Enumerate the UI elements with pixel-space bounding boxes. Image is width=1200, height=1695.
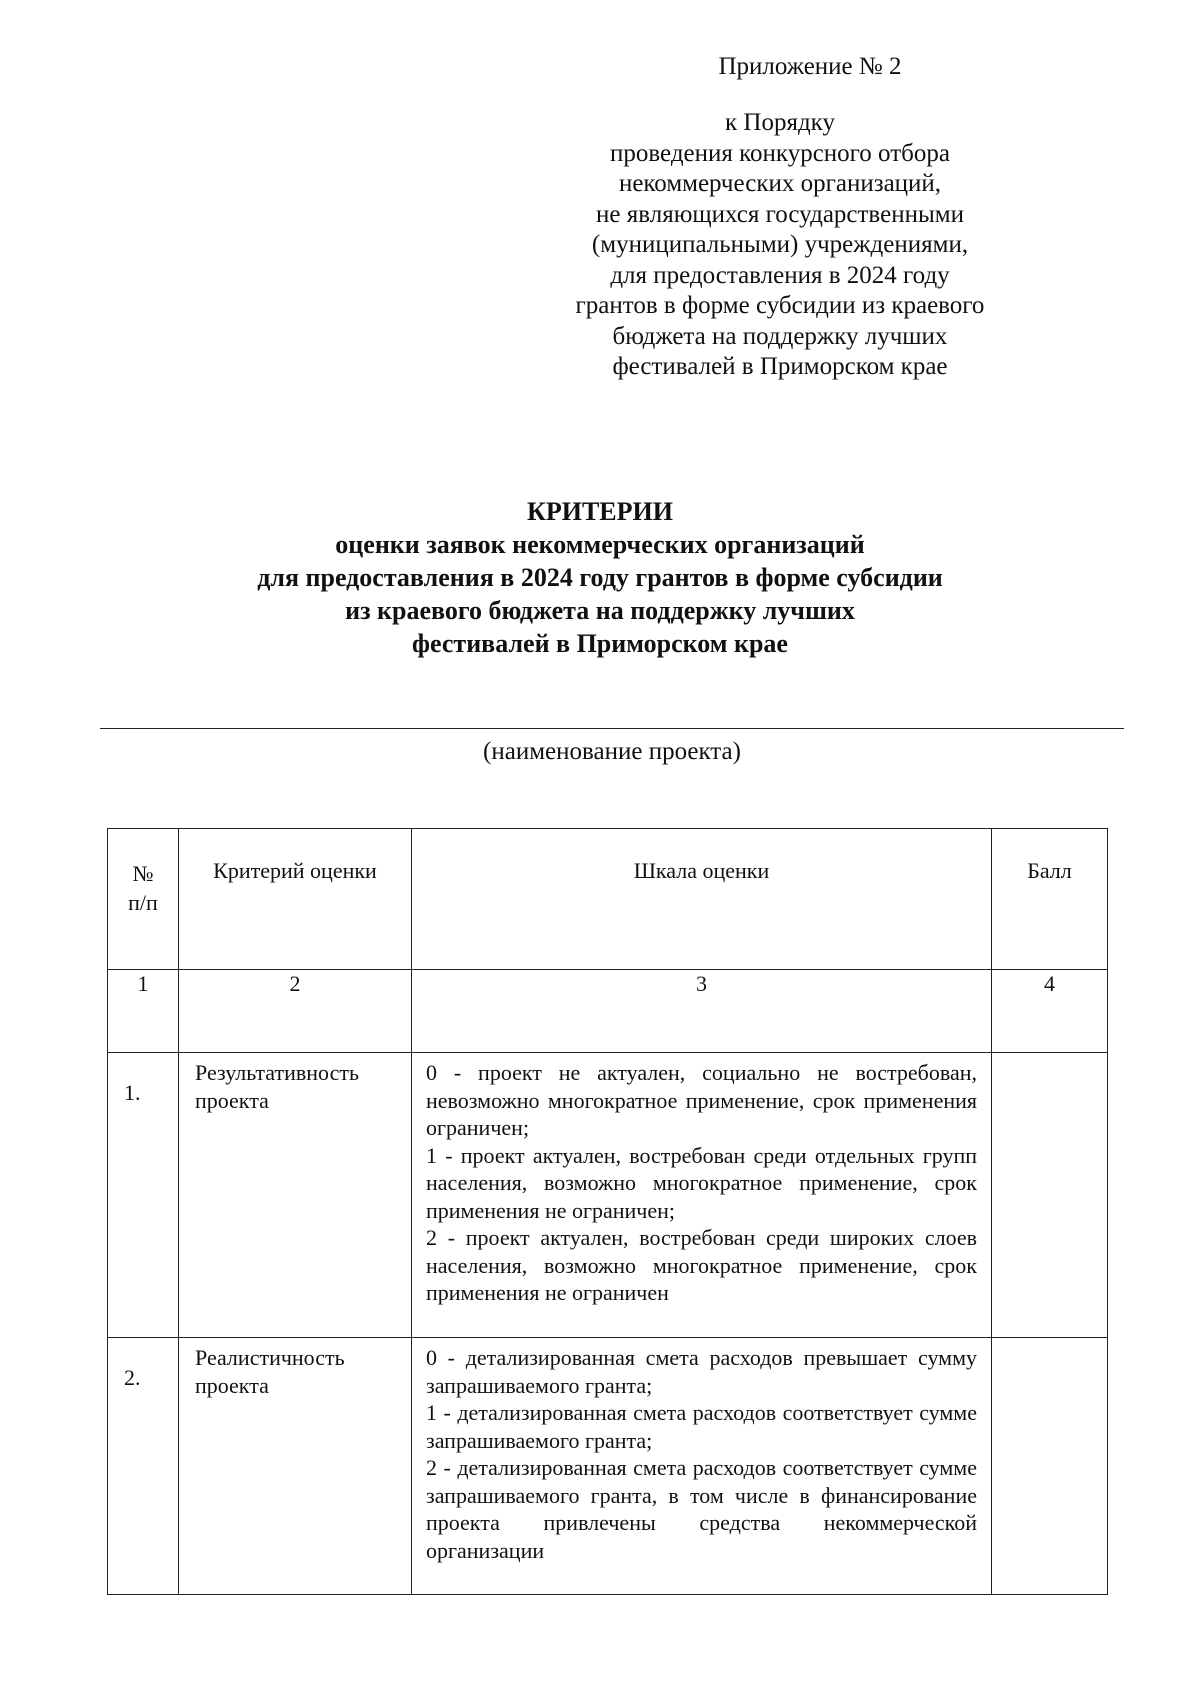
table-header-row [108,829,1108,970]
annex-subtitle-line: проведения конкурсного отбора [610,139,950,167]
row-score[interactable] [992,1053,1108,1338]
header-scale: Шкала оценки [412,829,992,970]
project-name-line [100,728,1124,729]
annex-subtitle-line: некоммерческих организаций, [618,170,942,197]
criteria-table [107,828,1108,1595]
annex-subtitle-line: к Порядку [725,109,835,136]
scale-item: 2 - детализированная смета расходов соответствует сумме запрашиваемого гранта, в том числе в финансирование проекта привлечены средства некоммерческой организации [426,1455,977,1563]
scale-item: 0 - детализированная смета расходов превышает сумму запрашиваемого гранта; [426,1345,977,1398]
document-heading [0,495,1200,660]
table-row [108,1338,1108,1595]
scale-item: 0 - проект не актуален, социально не востребован, невозможно многократное применение, срок применения ограничен; [426,1060,977,1140]
annex-subtitle-line: грантов в форме субсидии из краевого [575,292,985,319]
heading-line: фестивалей в Приморском крае [412,629,788,658]
row-criterion: Результативность проекта [179,1053,412,1338]
annex-title: Приложение № 2 [718,53,902,80]
row-number: 1. [108,1053,179,1338]
heading-line: из краевого бюджета на поддержку лучших [345,596,855,625]
project-name-caption: (наименование проекта) [483,738,741,765]
scale-item: 2 - проект актуален, востребован среди широких слоев населения, возможно многократное применение, срок применения не ограничен [426,1225,977,1305]
header-criterion: Критерий оценки [179,829,412,970]
annex-subtitle-line: фестивалей в Приморском крае [612,353,948,380]
row-number: 2. [108,1338,179,1595]
header-num [108,829,179,970]
row-scale [412,1053,992,1338]
annex-subtitle-line: для предоставления в 2024 году [610,261,950,289]
annex-subtitle-line: (муниципальными) учреждениями, [591,231,969,258]
column-index: 3 [412,970,992,1053]
scale-item: 1 - проект актуален, востребован среди отдельных групп населения, возможно многократное применение, срок применения не ограничен; [426,1142,977,1223]
row-score[interactable] [992,1338,1108,1595]
column-index: 4 [992,970,1108,1053]
heading-line: для предоставления в 2024 году грантов в форме субсидии [257,563,943,592]
annex-subtitle [530,108,1030,383]
header-num-line1: № [132,861,154,886]
heading-line: оценки заявок некоммерческих организаций [335,530,865,559]
column-index: 1 [108,970,179,1053]
header-num-line2: п/п [128,890,158,915]
table-row [108,1053,1108,1338]
row-criterion: Реалистичность проекта [179,1338,412,1595]
column-index-row [108,970,1108,1053]
scale-item: 1 - детализированная смета расходов соответствует сумме запрашиваемого гранта; [426,1400,977,1453]
annex-subtitle-line: не являющихся государственными [596,200,964,228]
column-index: 2 [179,970,412,1053]
header-score: Балл [992,829,1108,970]
row-scale [412,1338,992,1595]
heading-line: КРИТЕРИИ [527,497,673,526]
annex-subtitle-line: бюджета на поддержку лучших [612,322,948,350]
